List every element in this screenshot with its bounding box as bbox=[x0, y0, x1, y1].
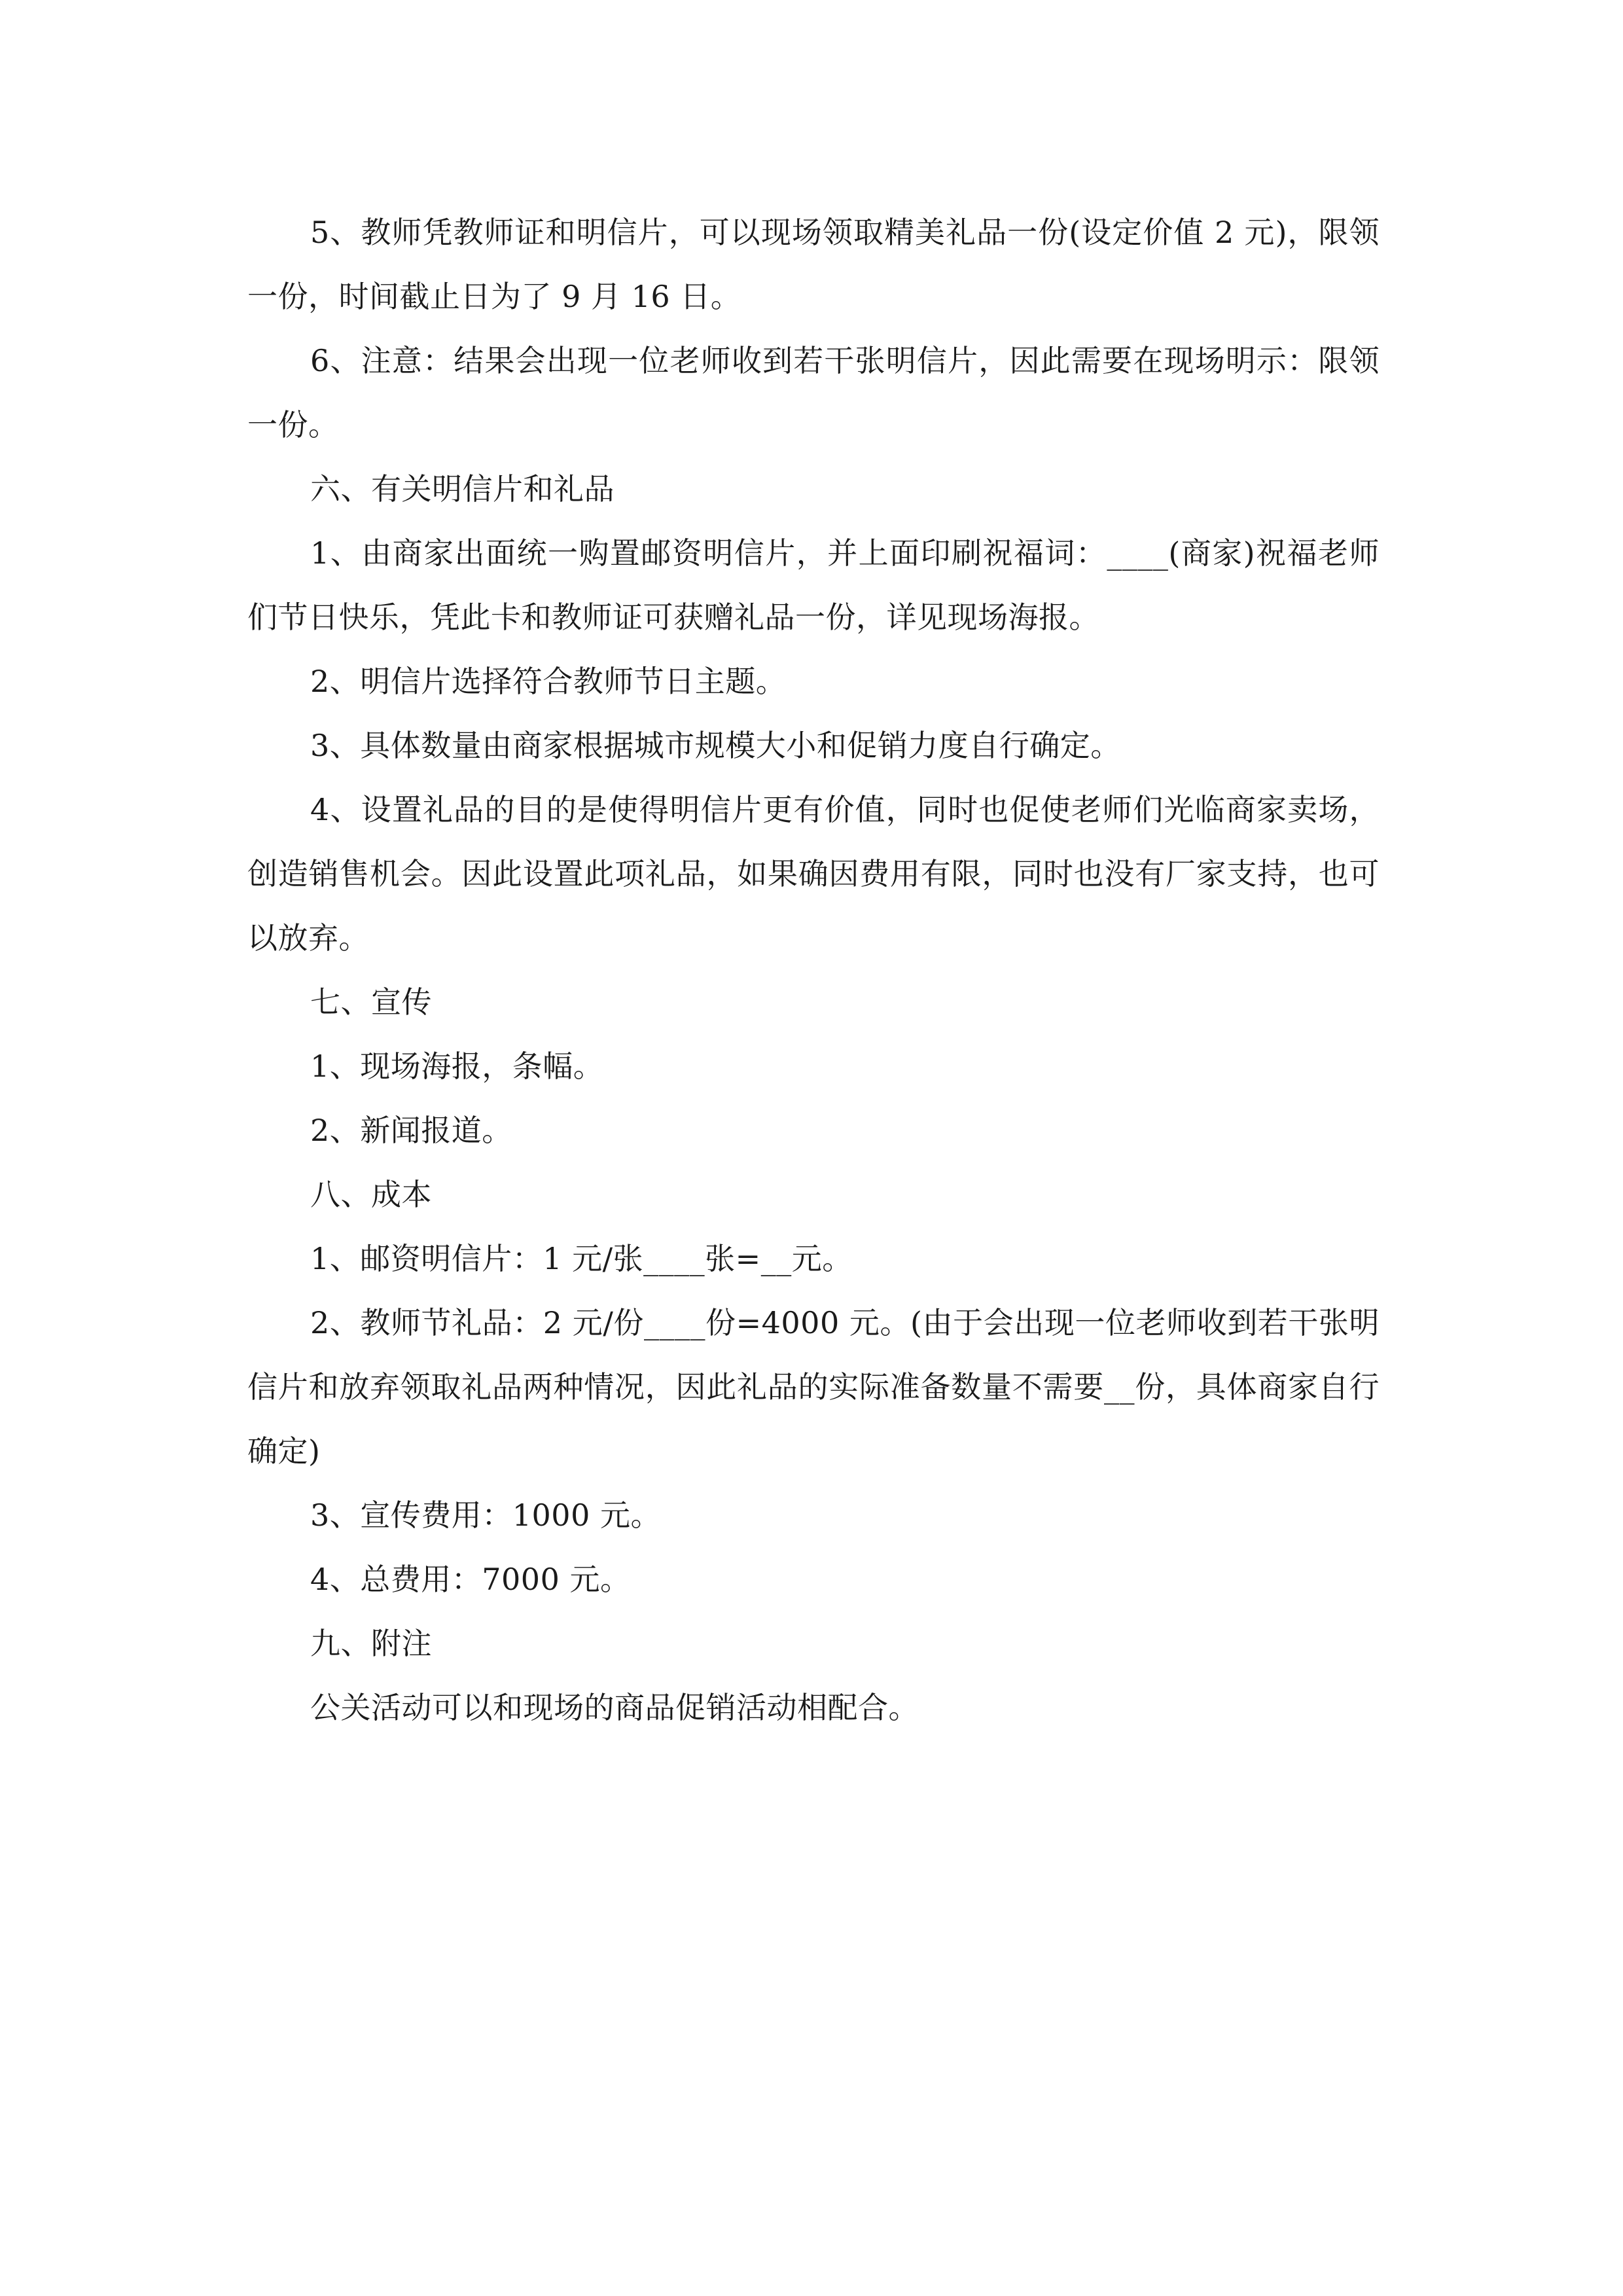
paragraph-cost-gifts: 2、教师节礼品：2 元/份____份=4000 元。(由于会出现一位老师收到若干张明信片和放弃领取礼品两种情况，因此礼品的实际准备数量不需要__份，具体商家自行确定) bbox=[247, 1305, 1380, 1469]
document-body bbox=[247, 200, 1380, 1740]
section-heading-postcards-gifts: 六、有关明信片和礼品 bbox=[310, 471, 615, 507]
paragraph-postcard-purchase: 1、由商家出面统一购置邮资明信片，并上面印刷祝福词：____(商家)祝福老师们节日快乐，凭此卡和教师证可获赠礼品一份，详见现场海报。 bbox=[247, 535, 1380, 635]
paragraph-cost-total: 4、总费用：7000 元。 bbox=[310, 1562, 631, 1597]
section-heading-notes: 九、附注 bbox=[310, 1626, 432, 1661]
paragraph-gift-purpose: 4、设置礼品的目的是使得明信片更有价值，同时也促使老师们光临商家卖场，创造销售机会。因此设置此项礼品，如果确因费用有限，同时也没有厂家支持，也可以放弃。 bbox=[247, 792, 1380, 956]
paragraph-cost-promotion: 3、宣传费用：1000 元。 bbox=[310, 1498, 661, 1533]
paragraph-notice: 6、注意：结果会出现一位老师收到若干张明信片，因此需要在现场明示：限领一份。 bbox=[247, 343, 1380, 442]
paragraph-posters: 1、现场海报，条幅。 bbox=[310, 1049, 604, 1084]
paragraph-postcard-theme: 2、明信片选择符合教师节日主题。 bbox=[310, 664, 787, 699]
paragraph-quantity: 3、具体数量由商家根据城市规模大小和促销力度自行确定。 bbox=[310, 728, 1121, 763]
paragraph-cost-postcards: 1、邮资明信片：1 元/张____张=__元。 bbox=[310, 1241, 853, 1276]
section-heading-promotion: 七、宣传 bbox=[310, 984, 432, 1020]
paragraph-teacher-gift-claim: 5、教师凭教师证和明信片，可以现场领取精美礼品一份(设定价值 2 元)，限领一份，时间截止日为了 9 月 16 日。 bbox=[247, 215, 1380, 314]
section-heading-cost: 八、成本 bbox=[310, 1177, 432, 1212]
paragraph-notes: 公关活动可以和现场的商品促销活动相配合。 bbox=[310, 1690, 919, 1725]
paragraph-news: 2、新闻报道。 bbox=[310, 1113, 512, 1148]
